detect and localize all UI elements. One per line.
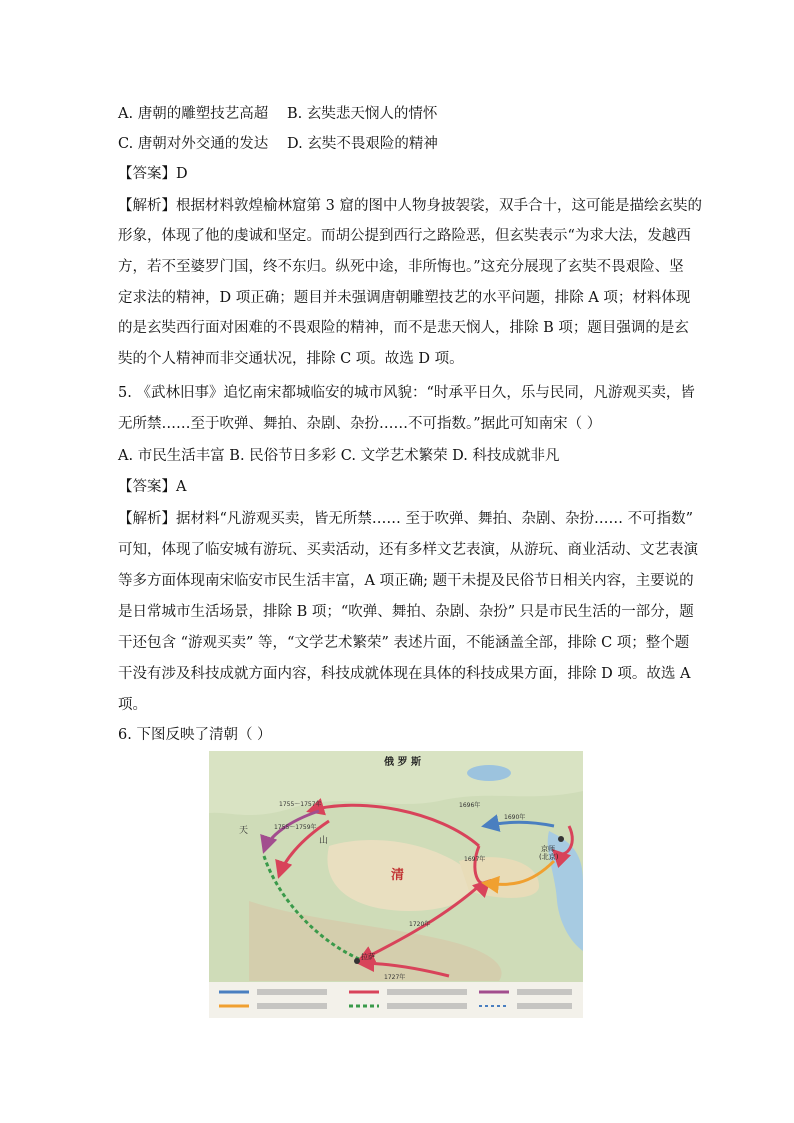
q4-option-a: A. 唐朝的雕塑技艺高超 [118,106,269,122]
q4-analysis-line-5: 的是玄奘西行面对困难的不畏艰险的精神，而不是悲天悯人，排除 B 项；题目强调的是玄 [118,320,689,336]
q4-option-c: C. 唐朝对外交通的发达 [118,136,269,152]
q5-analysis-line-6: 干没有涉及科技成就方面内容，科技成就体现在具体的科技成果方面，排除 D 项。故选 A [118,666,691,682]
city-beijing-dot [558,836,564,842]
q5-stem-line-1: 5. 《武林旧事》追忆南宋都城临安的城市风貌：“时承平日久，乐与民同，凡游观买卖，皆 [118,385,695,401]
q4-analysis-line-4: 定求法的精神，D 项正确；题目并未强调唐朝雕塑技艺的水平问题，排除 A 项；材料体现 [118,290,691,306]
lake [467,765,511,781]
q5-answer: 【答案】A [118,479,187,495]
label-qing: 清 [391,868,405,883]
label-1690: 1690年 [504,814,526,821]
legend-text-blur-2 [257,1003,327,1009]
city-lhasa-dot [354,958,360,964]
map-legend [209,982,583,1018]
q4-analysis-line-6: 奘的个人精神而非交通状况，排除 C 项。故选 D 项。 [118,351,464,367]
q5-options: A. 市民生活丰富 B. 民俗节日多彩 C. 文学艺术繁荣 D. 科技成就非凡 [118,448,560,464]
label-1755-1757: 1755～1757年 [279,801,322,808]
label-1755-1759: 1755～1759年 [274,824,317,831]
label-1697: 1697年 [464,856,486,863]
label-1720: 1720年 [409,921,431,928]
q4-answer: 【答案】D [118,166,188,182]
q5-analysis-line-4: 是日常城市生活场景，排除 B 项；“吹弹、舞拍、杂剧、杂扮” 只是市民生活的一部分，题 [118,604,694,620]
q5-analysis-line-5: 干还包含 “游观买卖” 等，“文学艺术繁荣” 表述片面，不能涵盖全部，排除 C 项；整个题 [118,635,690,651]
label-lhasa: 拉萨 [361,953,375,961]
q5-analysis-line-7: 项。 [118,697,147,713]
label-shan: 山 [319,836,329,846]
label-1727: 1727年 [384,974,406,981]
q4-analysis-line-1: 【解析】根据材料敦煌榆林窟第 3 窟的图中人物身披袈裟，双手合十，这可能是描绘玄奘的 [118,198,702,214]
legend-text-blur-5 [517,989,572,995]
q5-analysis-line-1: 【解析】据材料“凡游观买卖，皆无所禁…… 至于吹弹、舞拍、杂剧、杂扮…… 不可指数” [118,511,694,527]
legend-text-blur-3 [387,989,467,995]
legend-text-blur-4 [387,1003,467,1009]
q5-stem-line-2: 无所禁……至于吹弹、舞拍、杂剧、杂扮……不可指数。”据此可知南宋（ ） [118,416,602,432]
q6-stem: 6. 下图反映了清朝（ ） [118,727,272,743]
q4-option-d: D. 玄奘不畏艰险的精神 [287,136,438,152]
legend-text-blur-6 [517,1003,572,1009]
q4-analysis-line-2: 形象，体现了他的虔诚和坚定。而胡公提到西行之路险恶，但玄奘表示“为求大法，发越西 [118,228,691,244]
label-1696: 1696年 [459,802,481,809]
q4-analysis-line-3: 方，若不至婆罗门国，终不东归。纵死中途，非所悔也。”这充分展现了玄奘不畏艰险、坚 [118,259,684,275]
q5-analysis-line-2: 可知，体现了临安城有游玩、买卖活动，还有多样文艺表演，从游玩、商业活动、文艺表演 [118,542,698,558]
qing-map-svg [209,751,583,1018]
qing-map-figure [209,751,583,1018]
label-tian: 天 [239,826,249,836]
q4-option-b: B. 玄奘悲天悯人的情怀 [287,106,438,122]
label-russia: 俄 罗 斯 [384,757,421,768]
legend-svg [209,982,583,1018]
label-beijing-en: (北京) [539,853,559,861]
q5-analysis-line-3: 等多方面体现南宋临安市民生活丰富，A 项正确; 题干未提及民俗节日相关内容，主要说的 [118,573,694,589]
legend-text-blur-1 [257,989,327,995]
label-beijing: 京师 [541,845,555,853]
